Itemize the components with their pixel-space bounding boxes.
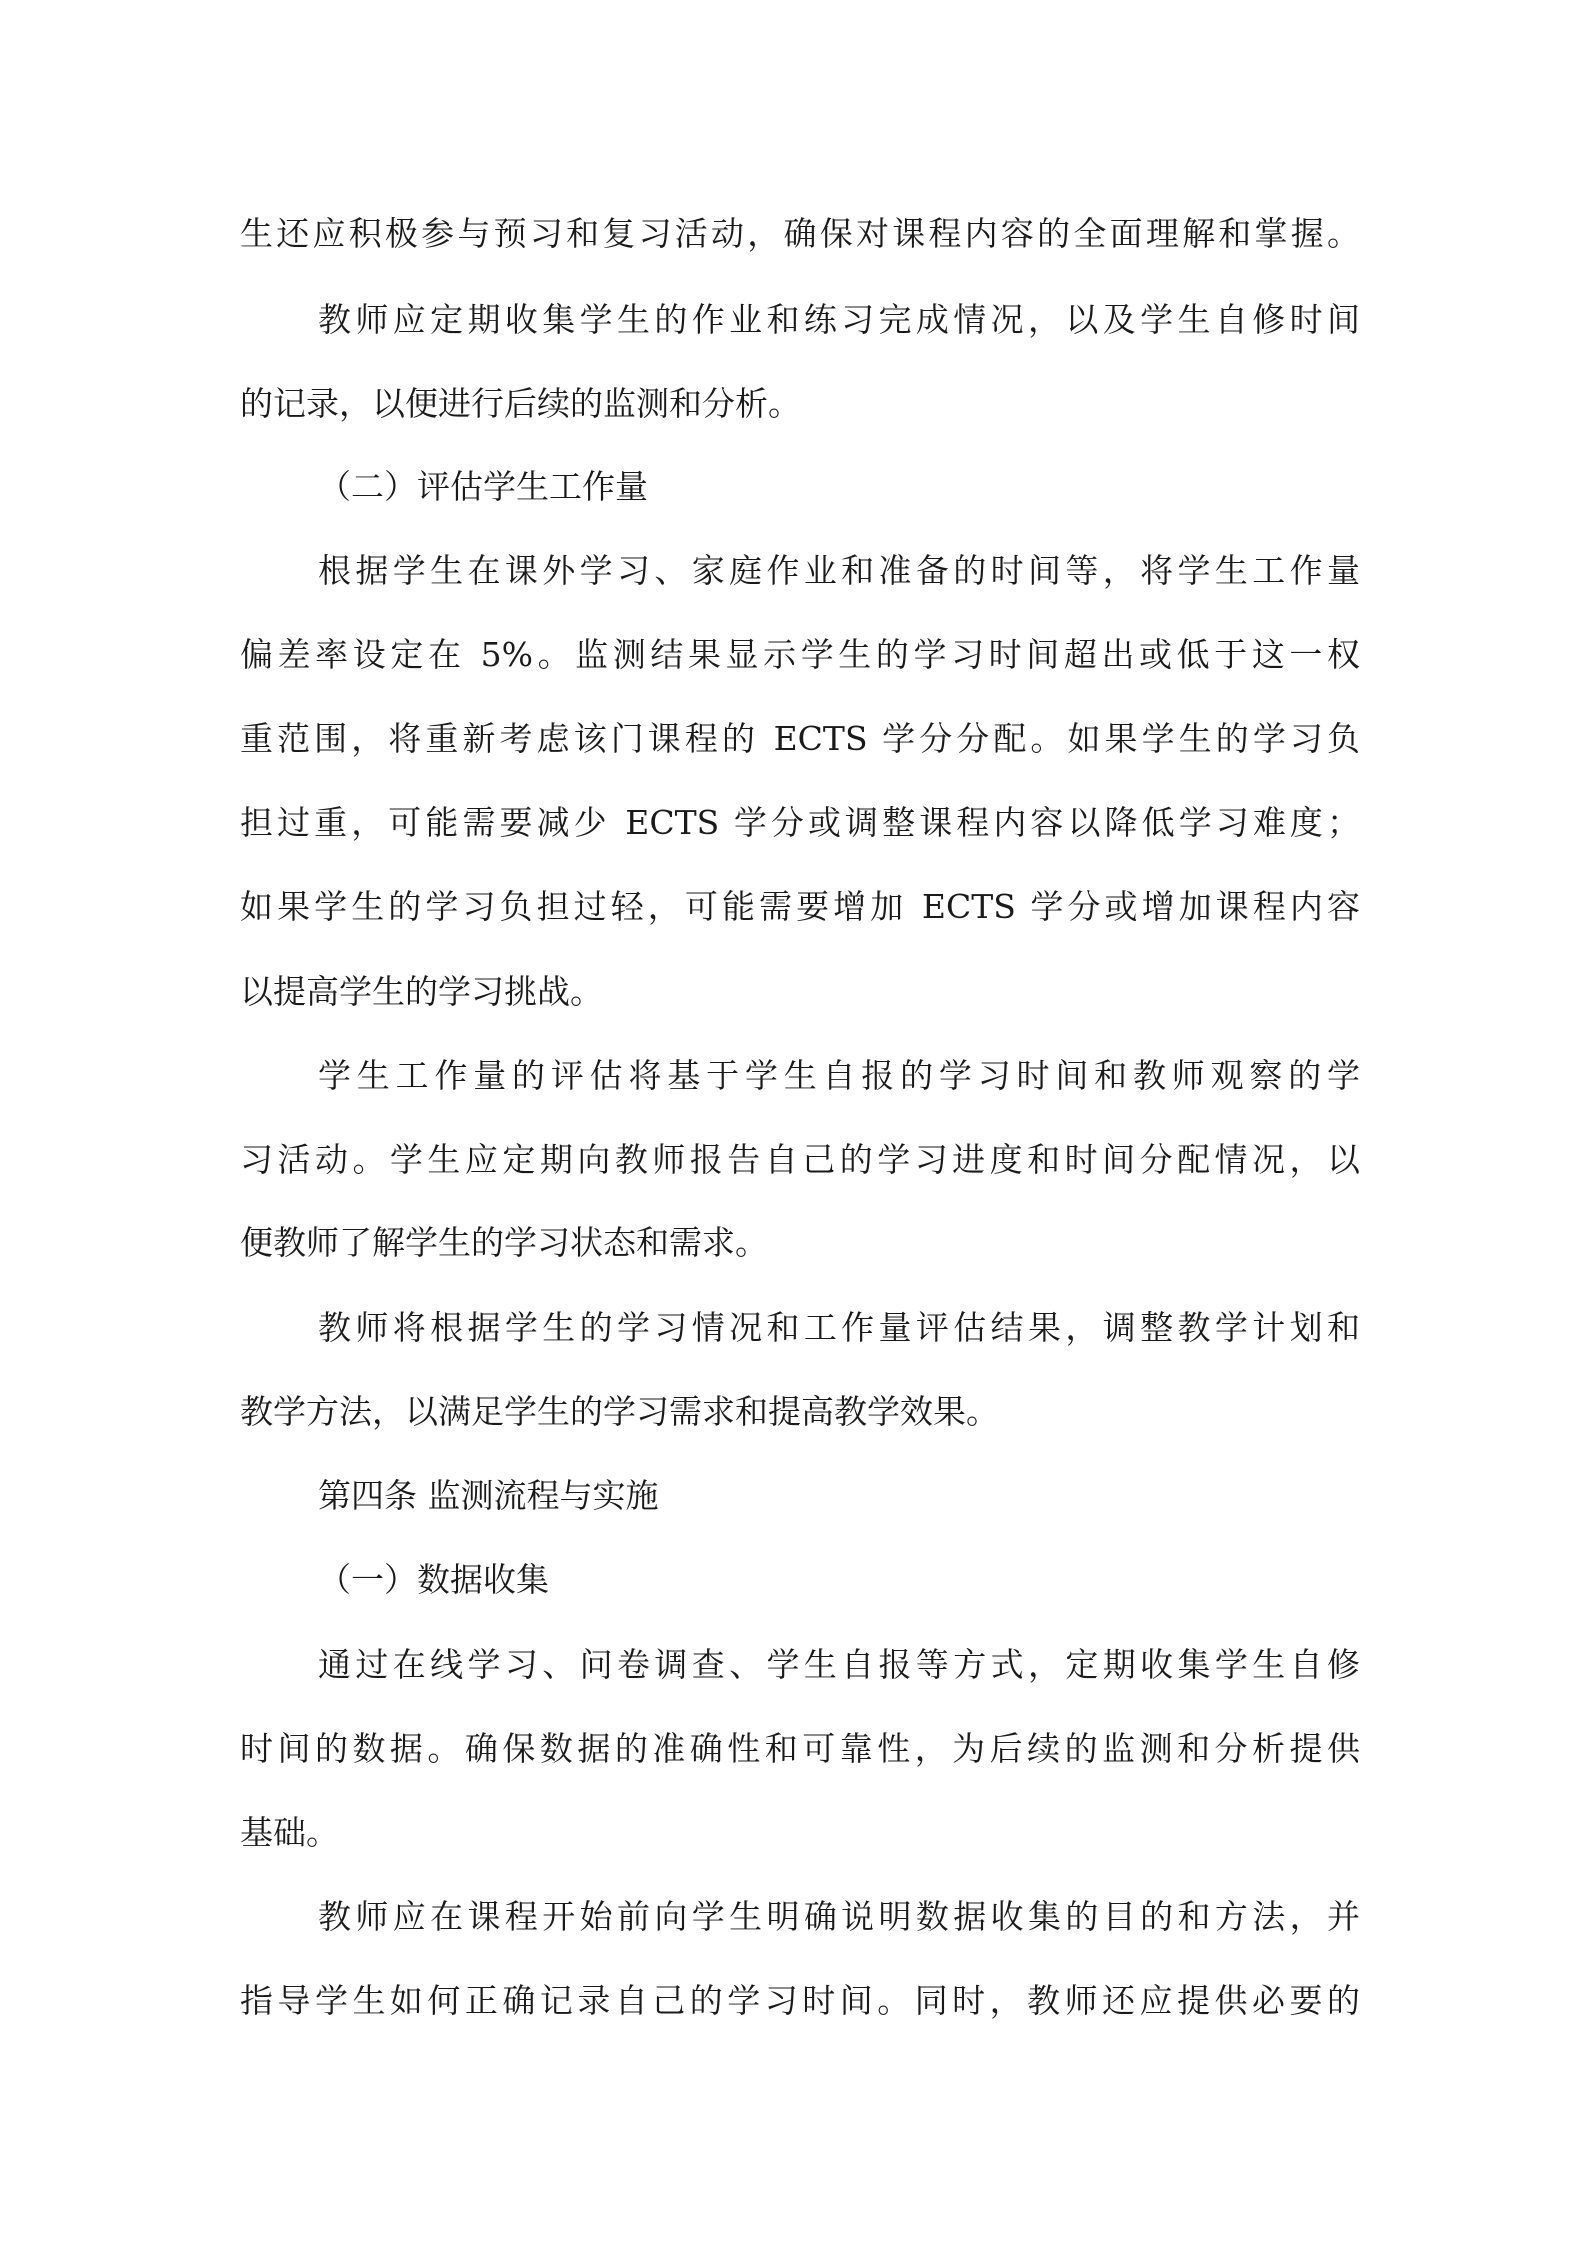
paragraph-line: 的记录，以便进行后续的监测和分析。	[240, 384, 801, 423]
paragraph-line: 指导学生如何正确记录自己的学习时间。同时，教师还应提供必要的	[240, 1981, 1360, 2020]
section-heading: （二）评估学生工作量	[318, 467, 648, 506]
article-heading: 第四条 监测流程与实施	[318, 1476, 659, 1515]
paragraph-line: 担过重，可能需要减少 ECTS 学分或调整课程内容以降低学习难度；	[240, 803, 1360, 842]
paragraph-line: 偏差率设定在 5%。监测结果显示学生的学习时间超出或低于这一权	[240, 635, 1360, 674]
paragraph-line: 习活动。学生应定期向教师报告自己的学习进度和时间分配情况，以	[240, 1140, 1360, 1179]
paragraph-line: 便教师了解学生的学习状态和需求。	[240, 1223, 768, 1262]
paragraph-line: 教学方法，以满足学生的学习需求和提高教学效果。	[240, 1392, 999, 1431]
paragraph-line: 学生工作量的评估将基于学生自报的学习时间和教师观察的学	[318, 1056, 1360, 1095]
paragraph-line: 教师应定期收集学生的作业和练习完成情况，以及学生自修时间	[318, 300, 1360, 339]
paragraph-line: 如果学生的学习负担过轻，可能需要增加 ECTS 学分或增加课程内容	[240, 887, 1360, 926]
paragraph-line: 基础。	[240, 1813, 339, 1852]
paragraph-line: 教师应在课程开始前向学生明确说明数据收集的目的和方法，并	[318, 1897, 1360, 1936]
paragraph-line: 生还应积极参与预习和复习活动，确保对课程内容的全面理解和掌握。	[240, 214, 1360, 253]
paragraph-line: 重范围，将重新考虑该门课程的 ECTS 学分分配。如果学生的学习负	[240, 719, 1360, 758]
paragraph-line: 教师将根据学生的学习情况和工作量评估结果，调整教学计划和	[318, 1308, 1360, 1347]
paragraph-line: 根据学生在课外学习、家庭作业和准备的时间等，将学生工作量	[318, 551, 1360, 590]
paragraph-line: 时间的数据。确保数据的准确性和可靠性，为后续的监测和分析提供	[240, 1729, 1360, 1768]
paragraph-line: 通过在线学习、问卷调查、学生自报等方式，定期收集学生自修	[318, 1645, 1360, 1684]
paragraph-line: 以提高学生的学习挑战。	[240, 972, 603, 1011]
section-heading: （一）数据收集	[318, 1560, 549, 1599]
